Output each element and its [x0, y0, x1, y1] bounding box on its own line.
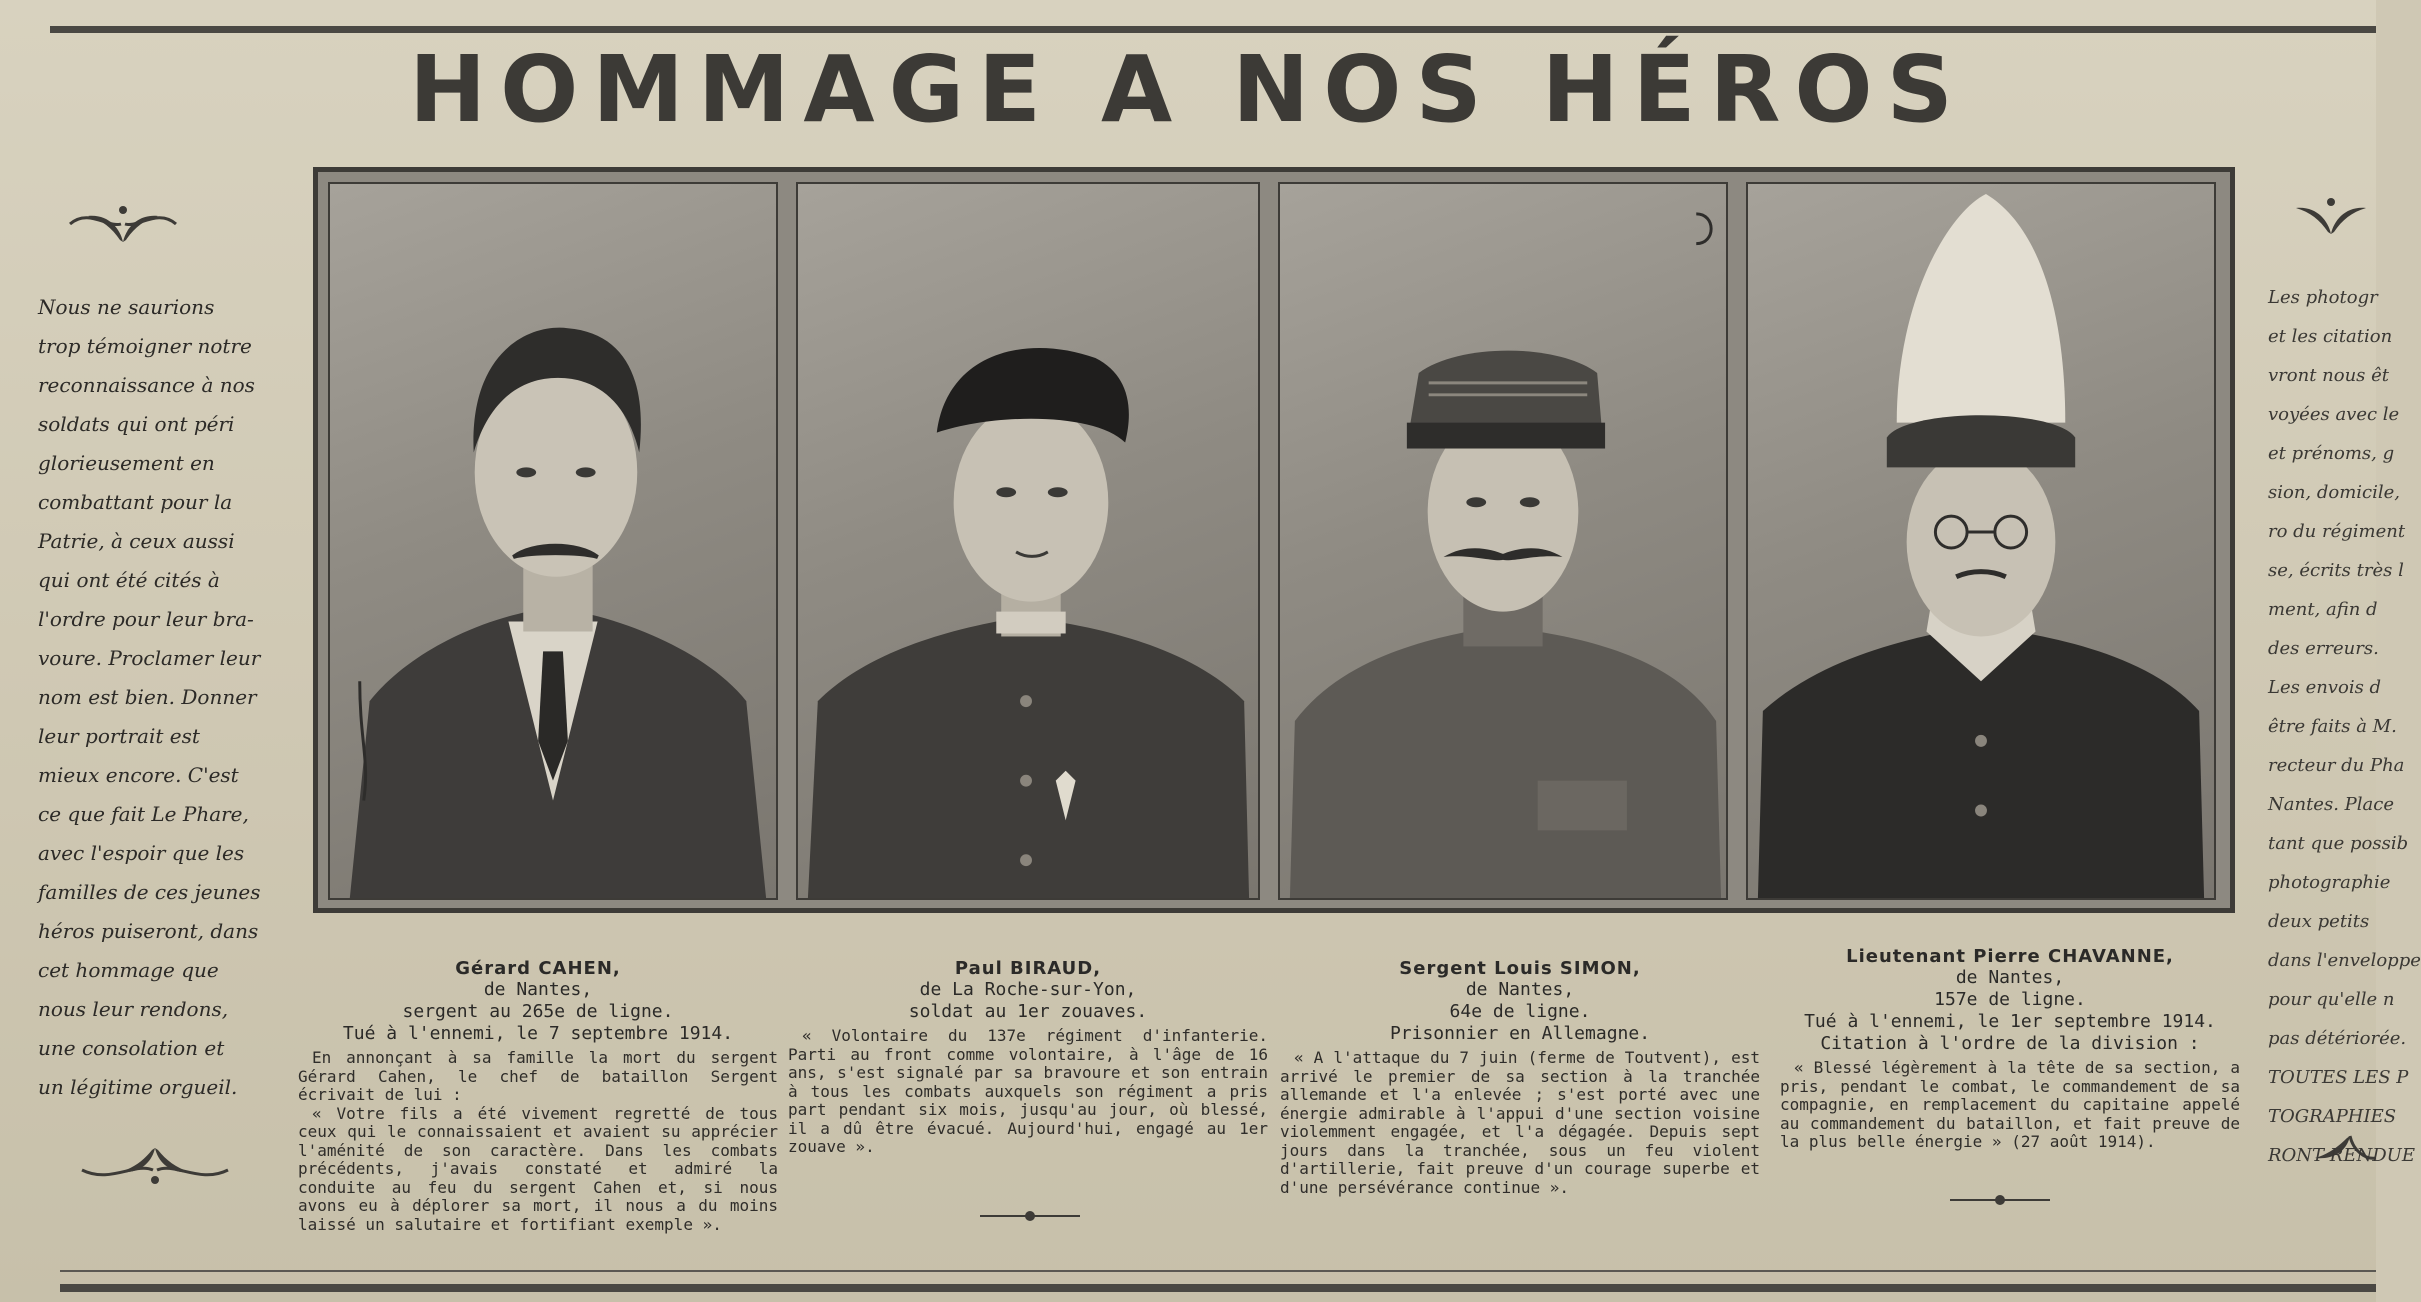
citation-paragraph: « Blessé légèrement à la tête de sa section, a pris, pendant le combat, le commandement de sa compagnie, en remplacement du capitaine appelé au commandement du bataillon, et fait preuve de la plus belle énergie » (27 août 1914). — [1780, 1058, 2240, 1151]
hero-citation — [298, 1049, 778, 1234]
fragment-line: et prénoms, g — [2268, 443, 2395, 464]
intro-line: voure. Proclamer leur — [38, 646, 261, 670]
intro-line: qui ont été cités à — [38, 568, 220, 592]
portrait-pierre-chavanne — [1746, 182, 2216, 900]
fragment-line: RONT RENDUE — [2268, 1145, 2415, 1166]
intro-line: un légitime orgueil. — [38, 1075, 238, 1099]
citation-paragraph: En annonçant à sa famille la mort du sergent Gérard Cahen, le chef de bataillon Sergent écrivait de lui : — [298, 1048, 778, 1104]
intro-line: glorieusement en — [38, 451, 215, 475]
separator — [980, 1208, 1080, 1224]
fragment-line: se, écrits très l — [2268, 560, 2404, 581]
fragment-line: et les citation — [2268, 326, 2393, 347]
hero-citation-heading: Citation à l'ordre de la division : — [1820, 1033, 2200, 1054]
fragment-line: voyées avec le — [2268, 404, 2400, 425]
fragment-line: être faits à M. — [2268, 716, 2397, 737]
portrait-figure — [330, 184, 776, 898]
intro-line: leur portrait est — [38, 724, 200, 748]
hero-status: Prisonnier en Allemagne. — [1389, 1023, 1651, 1044]
portrait-figure — [1748, 184, 2214, 898]
fragment-line: photographie — [2268, 872, 2391, 893]
bottom-rule — [60, 1284, 2376, 1292]
hero-citation — [1280, 1049, 1760, 1197]
portrait-gerard-cahen — [328, 182, 778, 900]
ornament-top-right — [2286, 190, 2376, 240]
hero-origin: de Nantes, — [483, 979, 593, 1000]
fragment-line: TOGRAPHIES — [2268, 1106, 2397, 1127]
fragment-line: TOUTES LES P — [2268, 1067, 2409, 1088]
fragment-line: des erreurs. — [2268, 638, 2379, 659]
hero-citation — [1780, 1059, 2240, 1152]
intro-line: mieux encore. C'est — [38, 763, 239, 787]
intro-line: nom est bien. Donner — [38, 685, 257, 709]
intro-line: Patrie, à ceux aussi — [38, 529, 235, 553]
fragment-line: ment, afin d — [2268, 599, 2378, 620]
intro-line: une consolation et — [38, 1036, 225, 1060]
page-title: HOMMAGE A NOS HÉROS — [409, 36, 1967, 143]
hero-rank: 64e de ligne. — [1449, 1001, 1591, 1022]
caption-gerard-cahen — [298, 958, 778, 1234]
fragment-line: ro du régiment — [2268, 521, 2406, 542]
bottom-rule-thin — [60, 1270, 2376, 1272]
ornament-bottom-left — [80, 1140, 230, 1190]
fragment-line: sion, domicile, — [2268, 482, 2401, 503]
hero-name: Gérard CAHEN, — [455, 958, 621, 979]
portrait-louis-simon — [1278, 182, 1728, 900]
fragment-line: deux petits — [2268, 911, 2370, 932]
hero-rank: soldat au 1er zouaves. — [908, 1001, 1148, 1022]
citation-paragraph: « Volontaire du 137e régiment d'infanterie. Parti au front comme volontaire, à l'âge de 16 ans, s'est signalé par sa bravoure et son entrain à tous les combats auxquels son régiment a pris part pendant six mois, jusqu'au jour, où blessé, il a dû être évacué. Aujourd'hui, engagé au 1er zouave ». — [788, 1026, 1268, 1156]
fragment-line: pas détériorée. — [2268, 1028, 2407, 1049]
fragment-line: recteur du Pha — [2268, 755, 2405, 776]
citation-paragraph: « A l'attaque du 7 juin (ferme de Toutvent), est arrivé le premier de sa section à la tranchée allemande et l'a enlevée ; s'est porté avec une énergie admirable à l'appui d'une section voisine violemment engagée, et l'a dégagée. Depuis sept jours dans la tranchée, sous un feu violent d'artillerie, fait preuve d'un courage superbe et d'une persévérance continue ». — [1280, 1048, 1760, 1197]
intro-line: nous leur rendons, — [38, 997, 229, 1021]
separator — [1950, 1192, 2050, 1208]
intro-line: cet hommage que — [38, 958, 219, 982]
hero-status: Tué à l'ennemi, le 7 septembre 1914. — [342, 1023, 734, 1044]
portrait-paul-biraud — [796, 182, 1260, 900]
ornament-top-left — [68, 198, 178, 248]
fragment-line: Les envois d — [2268, 677, 2382, 698]
fragment-line: pour qu'elle n — [2268, 989, 2395, 1010]
hero-name: Lieutenant Pierre CHAVANNE, — [1846, 946, 2174, 967]
hero-origin: de Nantes, — [1465, 979, 1575, 1000]
portrait-figure — [1280, 184, 1726, 898]
hero-origin: de La Roche-sur-Yon, — [919, 979, 1137, 1000]
hero-name: Paul BIRAUD, — [954, 958, 1102, 979]
intro-line: l'ordre pour leur bra- — [38, 607, 254, 631]
hero-origin: de Nantes, — [1955, 967, 2065, 988]
portrait-strip — [313, 167, 2235, 913]
hero-name: Sergent Louis SIMON, — [1399, 958, 1641, 979]
fragment-line: vront nous êt — [2268, 365, 2390, 386]
intro-line: avec l'espoir que les — [38, 841, 245, 865]
intro-text — [38, 288, 272, 1107]
hero-rank: 157e de ligne. — [1934, 989, 2086, 1010]
intro-line: reconnaissance à nos — [38, 373, 255, 397]
hero-status: Tué à l'ennemi, le 1er septembre 1914. — [1804, 1011, 2216, 1032]
citation-paragraph: « Votre fils a été vivement regretté de tous ceux qui le connaissaient et avaient su apprécier l'aménité de son caractère. Dans les combats précédents, j'avais constaté et admiré la conduite au feu du sergent Cahen et, si nous avons eu à déplorer sa mort, il nous a du moins laissé un salutaire et fortifiant exemple ». — [298, 1103, 778, 1234]
fragment-line: Les photogr — [2268, 287, 2378, 308]
fragment-line: dans l'enveloppe — [2268, 950, 2421, 971]
hero-citation — [788, 1027, 1268, 1157]
fragment-line: tant que possib — [2268, 833, 2409, 854]
intro-line: héros puiseront, dans — [38, 919, 259, 943]
caption-louis-simon — [1280, 958, 1760, 1197]
intro-line: ce que fait Le Phare, — [38, 802, 249, 826]
caption-pierre-chavanne — [1780, 946, 2240, 1152]
top-rule — [50, 26, 2376, 33]
intro-line: familles de ces jeunes — [38, 880, 261, 904]
intro-line: combattant pour la — [38, 490, 233, 514]
right-column-fragment — [2268, 278, 2421, 1175]
intro-line: trop témoigner notre — [38, 334, 252, 358]
intro-line: Nous ne saurions — [38, 295, 215, 319]
intro-line: soldats qui ont péri — [38, 412, 235, 436]
hero-rank: sergent au 265e de ligne. — [402, 1001, 674, 1022]
caption-paul-biraud — [788, 958, 1268, 1157]
portrait-figure — [798, 184, 1258, 898]
fragment-line: Nantes. Place — [2268, 794, 2394, 815]
